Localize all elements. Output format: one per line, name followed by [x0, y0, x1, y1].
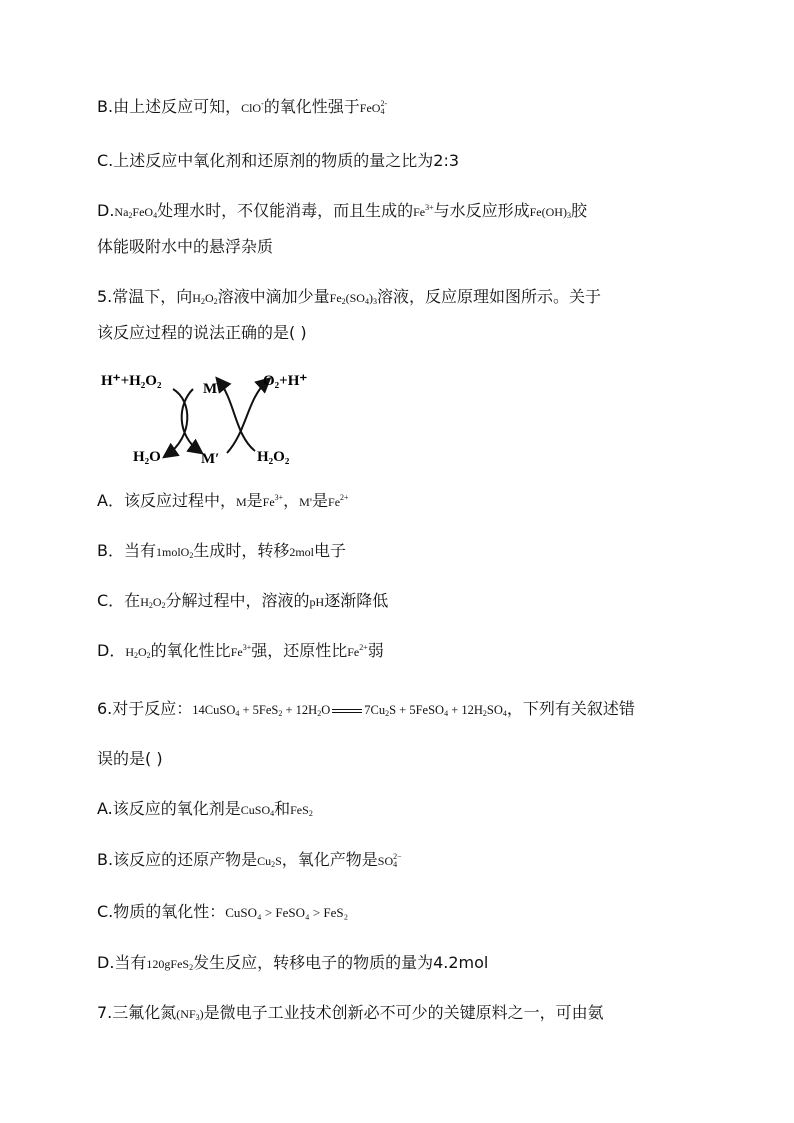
fes2-formula: FeS$_2$: [290, 803, 313, 818]
so4-ion: $SO_4^{2-}$: [377, 852, 402, 869]
q6-option-a: A.该反应的氧化剂是CuSO$_4$和FeS$_2$: [97, 799, 313, 818]
fe3-ion: $Fe^{3+}$: [262, 493, 284, 509]
na2feo4-formula: $Na_2FeO_4$: [114, 205, 158, 220]
h2o2-formula: $H_2O_2$: [125, 645, 151, 660]
q7-stem-line1: 7.三氟化氮$(NF_3)$是微电子工业技术创新必不可少的关键原料之一，可由氨: [97, 1003, 604, 1022]
nf3-formula: $(NF_3)$: [176, 1007, 204, 1022]
m-symbol: M: [235, 495, 247, 509]
2mol: 2mol: [289, 545, 315, 559]
feoh3-formula: $Fe(OH)_3$: [529, 205, 571, 220]
cuso4-formula: CuSO$_4$: [240, 803, 275, 818]
q5-option-d: D．$H_2O_2$的氧化性比$Fe^{3+}$强，还原性比$Fe^{2+}$弱: [97, 641, 384, 660]
q6-option-b: B.该反应的还原产物是$Cu_2S$，氧化产物是$SO_4^{2-}$: [97, 850, 402, 869]
q6-option-d: D.当有120gFeS$_2$发生反应，转移电子的物质的量为4.2mol: [97, 953, 489, 972]
q4-option-d-line2: 体能吸附水中的悬浮杂质: [97, 237, 274, 256]
fe2-ion: $Fe^{2+}$: [328, 493, 349, 509]
fes2-amount: 120gFeS$_2$: [146, 957, 194, 972]
reaction-cycle-svg: [97, 365, 337, 470]
label-m-prime: M′: [201, 451, 220, 467]
1molo2: 1molO$_2$: [155, 545, 194, 560]
label-o2-h-plus: O₂+H⁺: [263, 373, 308, 389]
label-h-plus-h2o2: H⁺+H₂O₂: [101, 373, 162, 389]
q4-option-c: C.上述反应中氧化剂和还原剂的物质的量之比为2:3: [97, 151, 460, 170]
cu2s-formula: $Cu_2S$: [257, 854, 282, 869]
q4-option-b: B.由上述反应可知，ClO-的氧化性强于FeO$_4^{2-}$: [97, 97, 388, 116]
q6-option-c: C.物质的氧化性：CuSO₄ > FeSO₄ > FeS₂: [97, 902, 349, 921]
reaction-cycle-diagram: [97, 365, 337, 474]
feo4-formula: FeO$_4^{2-}$: [359, 99, 388, 116]
q4-option-d: $D.Na_2FeO_4$处理水时，不仅能消毒，而且生成的$Fe^{3+}$与水反应形成$Fe(OH)_3$胶: [97, 201, 587, 220]
clo-formula: ClO-: [241, 99, 264, 115]
fe2so43-formula: $Fe_2(SO_4)_3$: [329, 291, 377, 306]
left-arrow-to-mprime: [182, 389, 199, 451]
h2o2-formula: $H_2O_2$: [192, 291, 218, 306]
label-m: M: [203, 381, 218, 397]
label-h2o: H₂O: [133, 449, 161, 465]
fe3-ion: $Fe^{3+}$: [413, 203, 434, 219]
oxidizing-order: CuSO₄ > FeSO₄ > FeS₂: [225, 905, 349, 920]
q5-option-c: C．在$H_2O_2$分解过程中，溶液的pH逐渐降低: [97, 591, 389, 610]
fe2-ion: $Fe^{2+}$: [347, 643, 368, 659]
reaction-equation: 14CuSO$_4$ + $5FeS_2 + 12H_2O$ $7Cu_2S$ + 5FeSO$_4$ + $12H_2SO_4$: [192, 703, 507, 718]
h2o2-formula: $H_2O_2$: [140, 595, 166, 610]
m-prime-symbol: M': [299, 495, 313, 509]
q5-stem-line1: 5.常温下，向$H_2O_2$溶液中滴加少量$Fe_2(SO_4)_3$溶液，反应原理如图所示。关于: [97, 287, 601, 306]
q5-option-b: B．当有1molO$_2$生成时，转移2mol电子: [97, 541, 347, 560]
left-arrow-to-h2o: [167, 389, 187, 455]
q5-option-a: A．该反应过程中，M是$Fe^{3+}$，M'是$Fe^{2+}$: [97, 491, 349, 510]
fe3-ion: $Fe^{3+}$: [230, 643, 252, 659]
ph-symbol: pH: [309, 595, 325, 609]
label-h2o2: H₂O₂: [257, 449, 290, 465]
q6-stem-line1: 6.对于反应：14CuSO$_4$ + $5FeS_2 + 12H_2O$ $7Cu_2S$ + 5FeSO$_4$ + $12H_2SO_4$，下列有关叙述错: [97, 699, 635, 718]
q5-stem-line2: 该反应过程的说法正确的是( ): [97, 323, 307, 342]
q6-stem-line2: 误的是( ): [97, 749, 163, 768]
